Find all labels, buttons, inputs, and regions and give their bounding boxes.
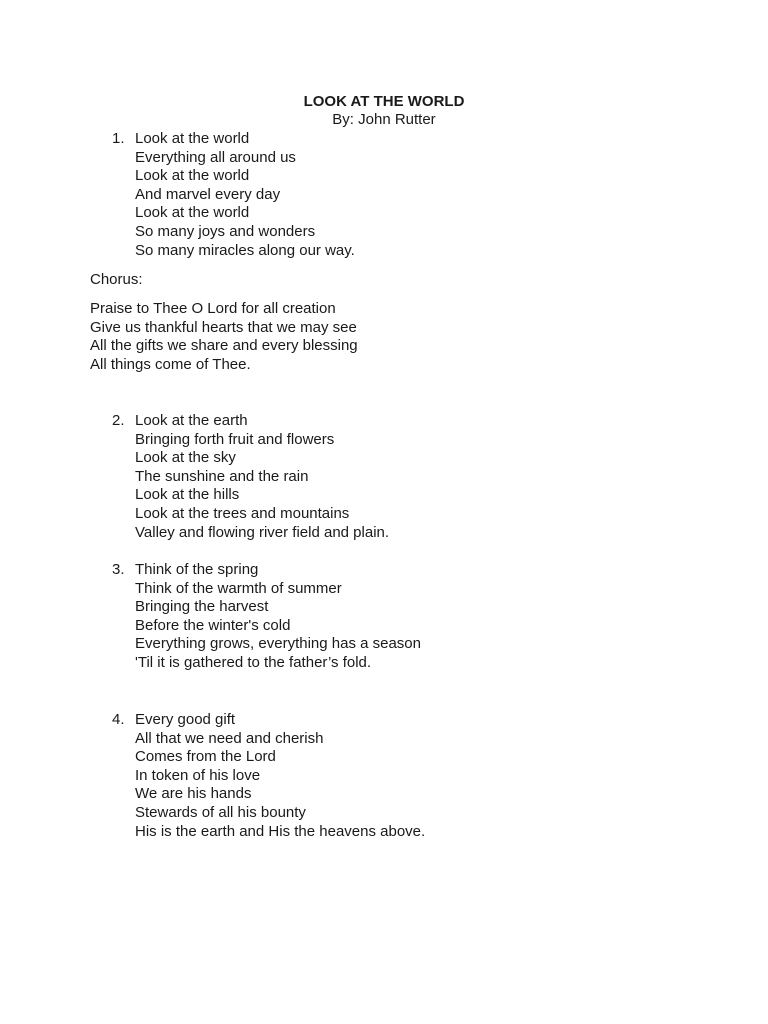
verse-line: We are his hands <box>135 785 252 803</box>
title-block <box>0 93 768 129</box>
verse-line: Look at the world <box>135 130 250 147</box>
chorus-label: Chorus: <box>90 271 143 288</box>
verse-line: Think of the spring <box>135 561 259 578</box>
verse-line: Look at the earth <box>135 412 248 429</box>
verse-line: Before the winter's cold <box>135 616 291 634</box>
verse-line: Bringing forth fruit and flowers <box>135 430 335 448</box>
document-title: LOOK AT THE WORLD <box>303 93 465 110</box>
chorus <box>90 300 358 374</box>
verse-line: Every good gift <box>135 711 236 728</box>
verse-1 <box>112 130 355 260</box>
verse-line: His is the earth and His the heavens above. <box>135 822 426 840</box>
verse-2 <box>112 412 389 542</box>
verse-line: 'Til it is gathered to the father’s fold. <box>135 653 372 671</box>
verse-line: Look at the hills <box>135 486 240 504</box>
verse-line: Stewards of all his bounty <box>135 803 306 821</box>
verse-line: Look at the trees and mountains <box>135 504 350 522</box>
verse-number: 4. <box>112 711 125 728</box>
verse-line: In token of his love <box>135 766 261 784</box>
verse-lines <box>135 561 421 673</box>
chorus-line: All things come of Thee. <box>90 355 251 373</box>
verse-line: All that we need and cherish <box>135 729 324 747</box>
verse-lines <box>135 412 389 542</box>
verse-line: Think of the warmth of summer <box>135 579 342 597</box>
verse-line: So many joys and wonders <box>135 222 316 240</box>
document-author: By: John Rutter <box>332 111 436 128</box>
chorus-line: All the gifts we share and every blessing <box>90 337 358 355</box>
verse-line: So many miracles along our way. <box>135 241 355 259</box>
verse-line: Bringing the harvest <box>135 598 269 616</box>
verse-number: 2. <box>112 412 125 429</box>
verse-line: Valley and flowing river field and plain. <box>135 523 390 541</box>
verse-line: And marvel every day <box>135 185 281 203</box>
verse-line: Everything all around us <box>135 148 296 166</box>
verse-line: Comes from the Lord <box>135 748 276 766</box>
verse-lines <box>135 711 425 841</box>
chorus-line: Praise to Thee O Lord for all creation <box>90 300 336 317</box>
verse-line: The sunshine and the rain <box>135 467 309 485</box>
verse-number: 1. <box>112 130 125 147</box>
verse-lines <box>135 130 355 260</box>
verse-4 <box>112 711 425 841</box>
chorus-line: Give us thankful hearts that we may see <box>90 318 357 336</box>
verse-number: 3. <box>112 561 125 578</box>
verse-3 <box>112 561 421 673</box>
verse-line: Look at the world <box>135 167 250 185</box>
verse-line: Everything grows, everything has a season <box>135 635 421 653</box>
verse-line: Look at the world <box>135 204 250 222</box>
verse-line: Look at the sky <box>135 449 236 467</box>
